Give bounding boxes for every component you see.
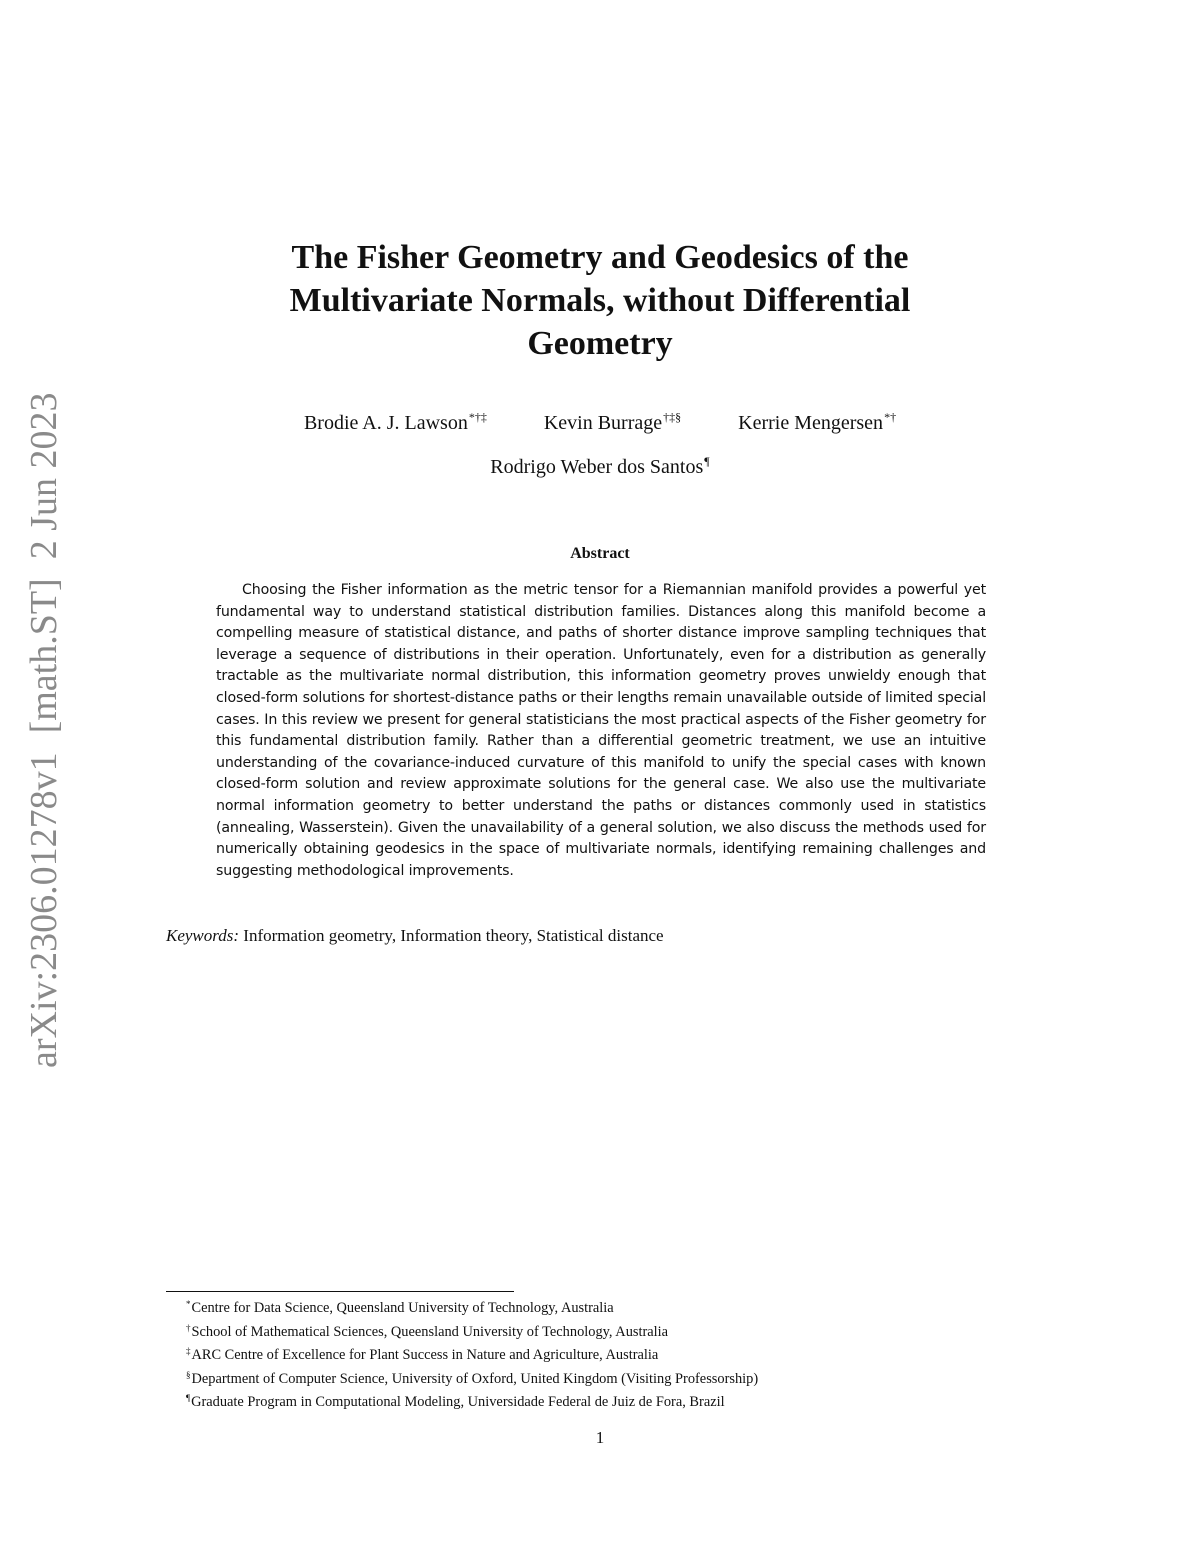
abstract-body: Choosing the Fisher information as the metric tensor for a Riemannian manifold provides a powerful yet fundamental way to understand statistical distribution families. Distances along this manifold become a compelling measure of statistical distance, and paths of shorter distance improve sampling techniques that leverage a sequence of distributions in their operation. Unfortunately, even for a distribution as generally tractable as the multivariate normal distribution, this information geometry proves unwieldy enough that closed-form solutions for shortest-distance paths or their lengths remain unavailable outside of limited special cases. In this review we present for general statisticians the most practical aspects of the Fisher geometry for this fundamental distribution family. Rather than a differential geometric treatment, we use an intuitive understanding of the covariance-induced curvature of this manifold to unify the special cases with known closed-form solution and review approximate solutions for the general case. We also use the multivariate normal information geometry to better understand the paths or distances commonly used in statistics (annealing, Wasserstein). Given the unavailability of a general solution, we also discuss the methods used for numerically obtaining geodesics in the space of multivariate normals, identifying remaining challenges and suggesting methodological improvements.: [216, 582, 986, 879]
affiliation-marks: ¶: [704, 454, 710, 468]
paper-title: [200, 236, 1000, 365]
footnote-divider: [166, 1291, 514, 1292]
affiliation-marks: *†‡: [468, 410, 487, 424]
author-row-2: [200, 442, 1000, 486]
footnote-mark: ¶: [186, 1393, 191, 1404]
footnote-text: Centre for Data Science, Queensland University of Technology, Australia: [191, 1300, 614, 1316]
author-list: [200, 398, 1000, 486]
abstract-heading: Abstract: [570, 545, 630, 562]
footnote-text: School of Mathematical Sciences, Queensland University of Technology, Australia: [191, 1323, 669, 1340]
title-line-3: Geometry: [527, 325, 673, 362]
keywords-label: Keywords:: [166, 926, 240, 945]
author-name: Kerrie Mengersen: [738, 412, 884, 434]
author-lawson: [304, 398, 487, 442]
page-number: 1: [595, 1428, 605, 1447]
affiliation-marks: *†: [884, 410, 897, 424]
footnote-affiliation: [186, 1389, 946, 1413]
author-row-1: [200, 398, 1000, 442]
footnote-text: ARC Centre of Excellence for Plant Success in Nature and Agriculture, Australia: [191, 1347, 659, 1364]
footnote-affiliation: [186, 1342, 946, 1366]
affiliation-marks: †‡§: [663, 410, 682, 424]
keywords: [166, 926, 986, 946]
arxiv-identifier-stamp: arXiv:2306.01278v1 [math.ST] 2 Jun 2023: [23, 392, 65, 1068]
footnote-mark: *: [186, 1299, 191, 1309]
author-burrage: [544, 398, 681, 442]
footnote-text: Graduate Program in Computational Modeling, Universidade Federal de Juiz de Fora, Brazil: [191, 1394, 725, 1411]
footnote-affiliation: [186, 1366, 946, 1390]
keywords-text: Information geometry, Information theory, Statistical distance: [243, 926, 664, 945]
footnote-affiliation: [186, 1319, 946, 1343]
author-name: Brodie A. J. Lawson: [303, 412, 468, 434]
footnote-mark: §: [186, 1369, 191, 1380]
title-line-1: The Fisher Geometry and Geodesics of the: [291, 239, 909, 276]
footnote-affiliation: [186, 1295, 946, 1319]
footnote-mark: †: [186, 1322, 191, 1333]
author-name: Rodrigo Weber dos Santos: [490, 456, 704, 478]
author-mengersen: [738, 398, 896, 442]
author-name: Kevin Burrage: [543, 412, 663, 434]
footnote-text: Department of Computer Science, University of Oxford, United Kingdom (Visiting Professorship): [191, 1370, 759, 1387]
title-line-2: Multivariate Normals, without Differential: [289, 282, 911, 319]
author-weber-dos-santos: [490, 442, 709, 486]
footnotes: [186, 1295, 946, 1413]
footnote-mark: ‡: [186, 1346, 191, 1357]
